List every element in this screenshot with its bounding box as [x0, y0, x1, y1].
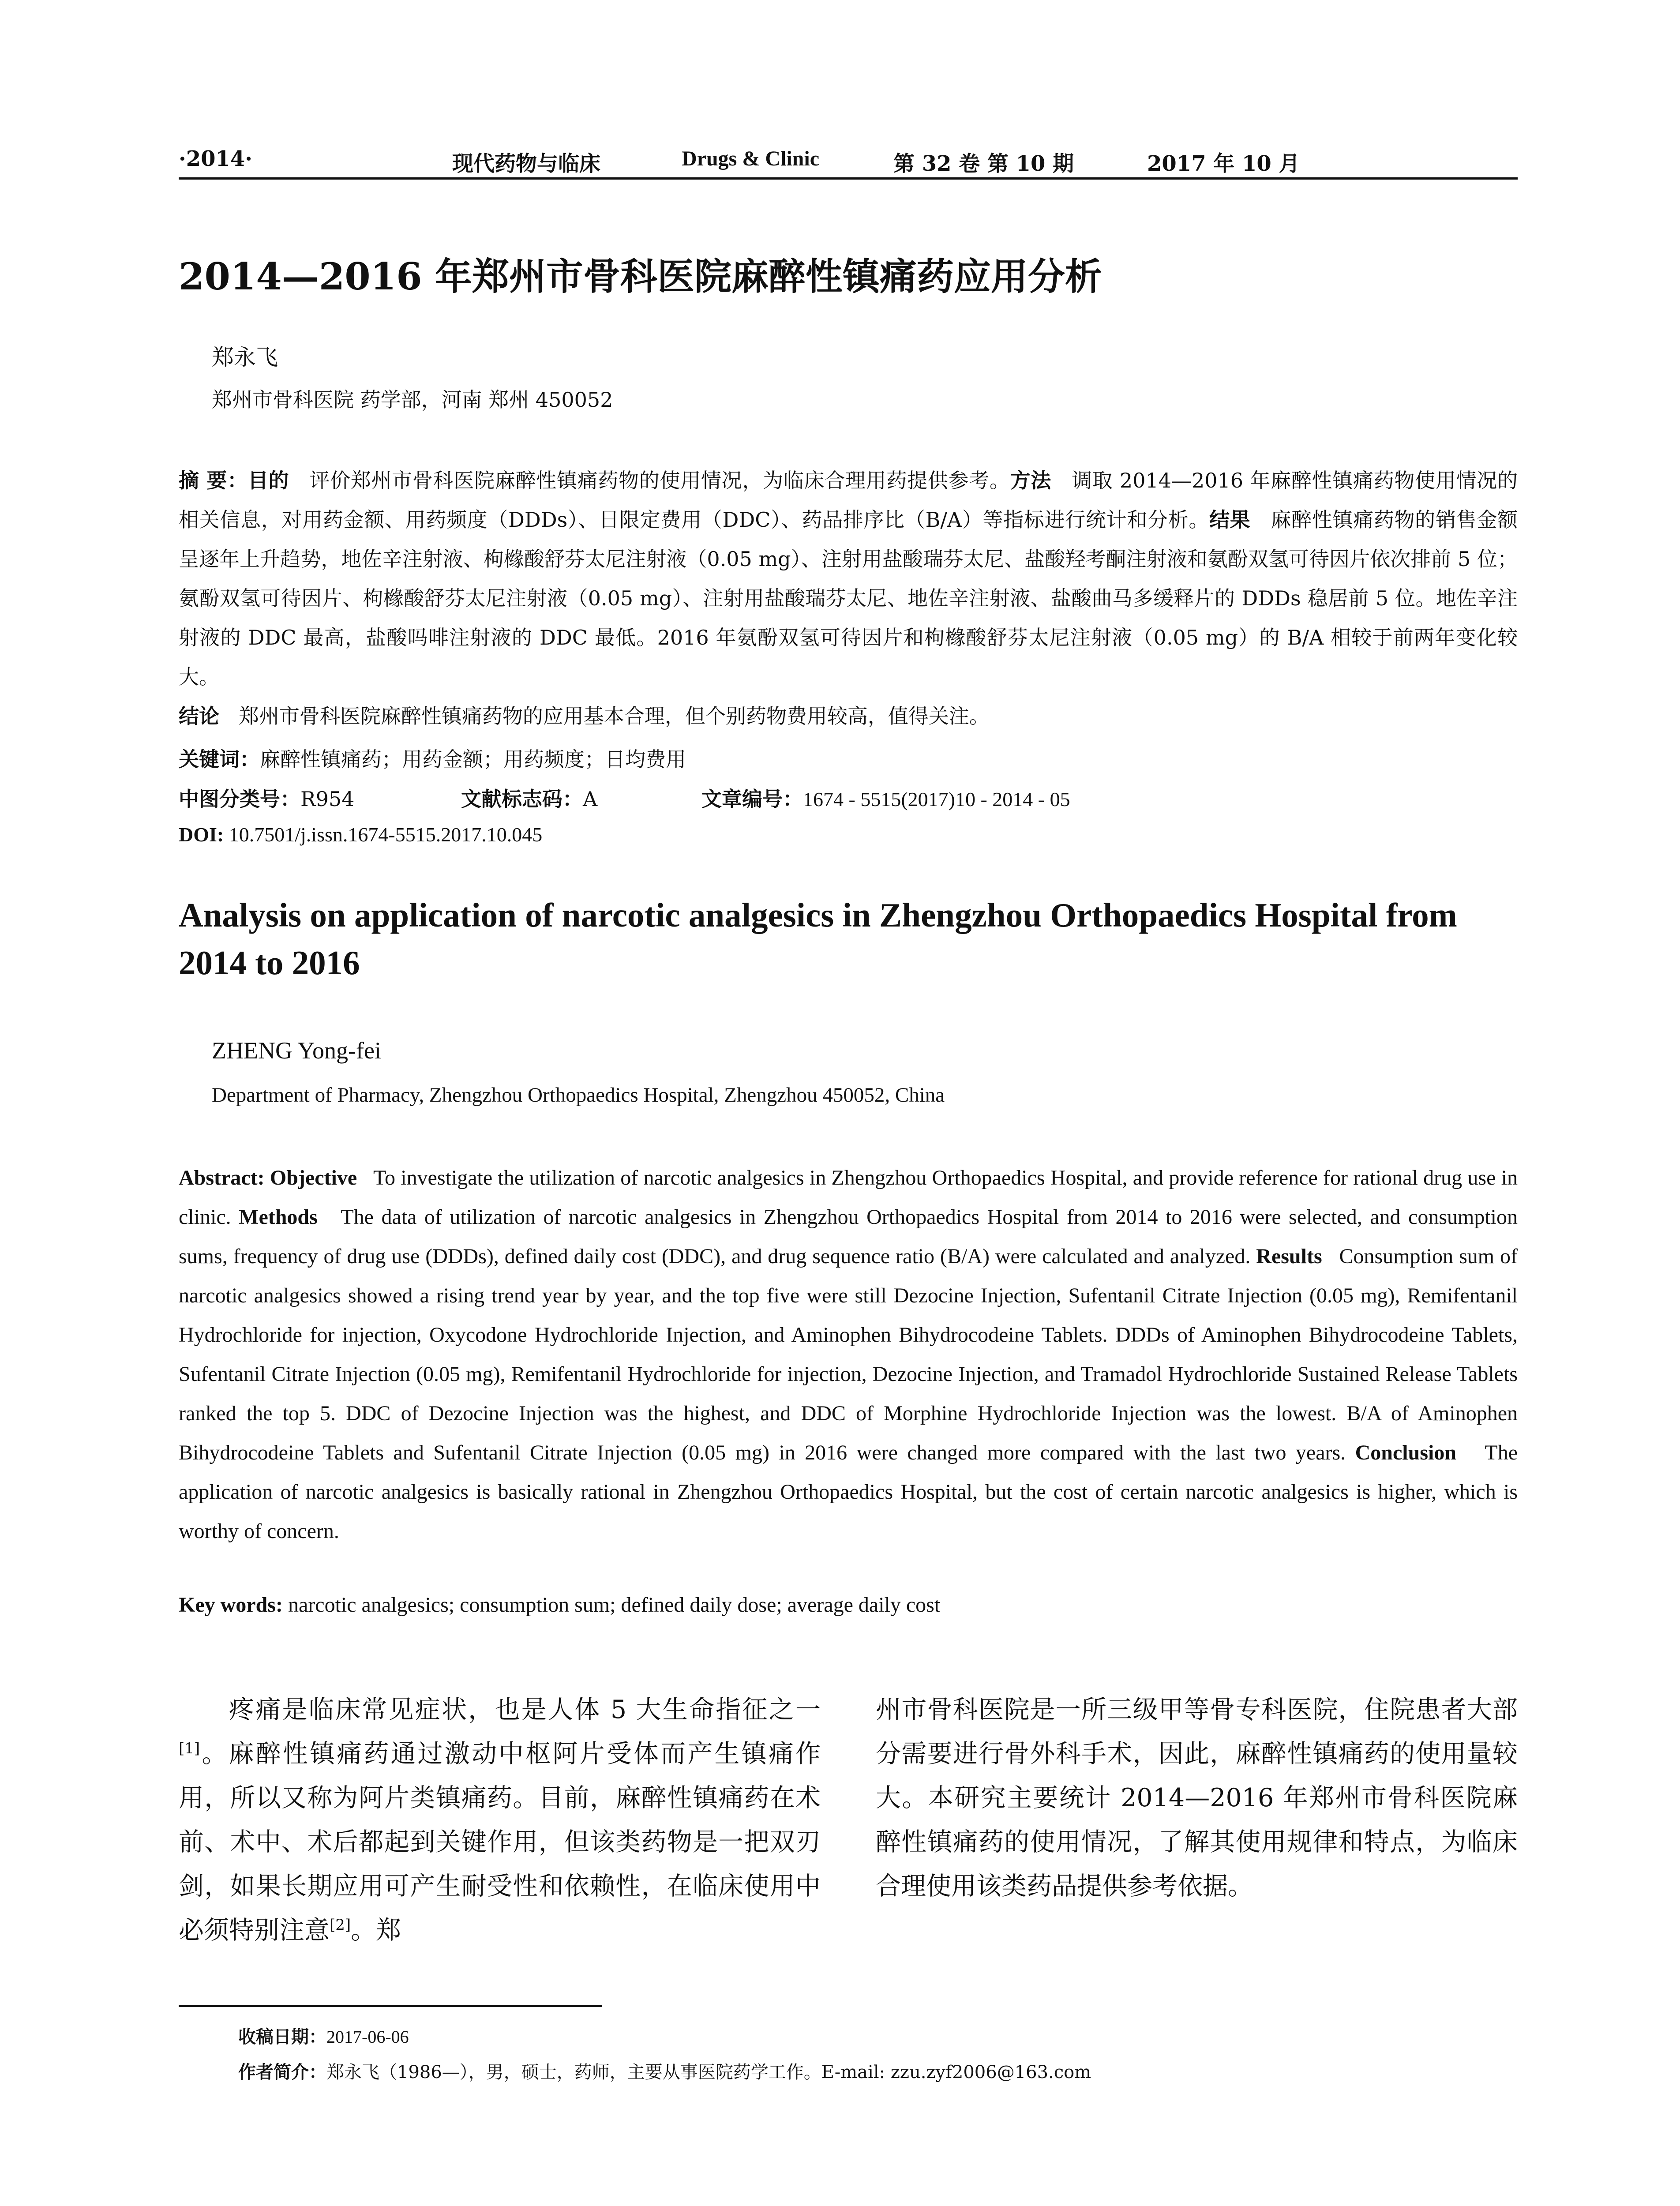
keywords-en-label: Key words:: [179, 1593, 283, 1617]
author-bio-value: 郑永飞（1986—），男，硕士，药师，主要从事医院药学工作。E-mail: zzu.zyf2006@163.com: [326, 2062, 1091, 2082]
affiliation-en: Department of Pharmacy, Zhengzhou Orthopaedics Hospital, Zhengzhou 450052, China: [212, 1084, 945, 1107]
paper-title-en: Analysis on application of narcotic analgesics in Zhengzhou Orthopaedics Hospital from 2014 to 2016: [179, 896, 1457, 982]
keywords-en: [179, 1593, 940, 1617]
author-name-zh: 郑永飞: [212, 345, 278, 370]
doc-code-value: A: [583, 787, 598, 811]
methods-label-en: Methods: [239, 1205, 318, 1229]
author-bio-label: 作者简介：: [238, 2062, 326, 2082]
body-text: 。郑: [351, 1916, 401, 1945]
results-label-en: Results: [1256, 1245, 1322, 1268]
objective-text-en: To investigate the utilization of narcotic analgesics in Zhengzhou Orthopaedics Hospital, and provide reference for rational drug use in clinic.: [179, 1166, 1518, 1229]
objective-label-en: Objective: [270, 1166, 357, 1189]
received-value: 2017-06-06: [326, 2027, 409, 2047]
methods-text-zh: 调取 2014—2016 年麻醉性镇痛药物使用情况的相关信息，对用药金额、用药频度（DDDs）、日限定费用（DDC）、药品排序比（B/A）等指标进行统计和分析。: [179, 469, 1518, 532]
article-number-value: 1674 - 5515(2017)10 - 2014 - 05: [803, 788, 1070, 810]
header-rule: [179, 177, 1518, 180]
author-name-en: ZHENG Yong-fei: [212, 1037, 381, 1064]
paper-title-zh: 2014—2016 年郑州市骨科医院麻醉性镇痛药应用分析: [179, 255, 1102, 298]
doi-line: [179, 823, 542, 846]
keywords-en-value: narcotic analgesics; consumption sum; defined daily dose; average daily cost: [288, 1593, 941, 1617]
methods-text-en: The data of utilization of narcotic analgesics in Zhengzhou Orthopaedics Hospital from 2014 to 2016 were selected, and consumption sums, frequency of drug use (DDDs), defined daily cost (DDC), and drug sequence ratio (B/A) were calculated and analyzed.: [179, 1205, 1518, 1268]
footnote-author-bio: [238, 2058, 1091, 2083]
document-code: [461, 783, 597, 812]
abstract-en-label: Abstract:: [179, 1166, 265, 1189]
doc-code-label: 文献标志码：: [461, 787, 583, 811]
body-text: 州市骨科医院是一所三级甲等骨专科医院，住院患者大部分需要进行骨外科手术，因此，麻醉性镇痛药的使用量较大。本研究主要统计 2014—2016 年郑州市骨科医院麻醉性镇痛药的使用情况，了解其使用规律和特点，为临床合理使用该类药品提供参考依据。: [876, 1695, 1518, 1901]
conclusion-label-en: Conclusion: [1355, 1441, 1457, 1464]
conclusion-label-zh: 结论: [179, 704, 219, 728]
volume-issue: 第 32 卷 第 10 期: [893, 151, 1074, 176]
results-text-en: Consumption sum of narcotic analgesics showed a rising trend year by year, and the top five were still Dezocine Injection, Sufentanil Citrate Injection (0.05 mg), Remifentanil Hydrochloride for injection, Oxycodone Hydrochloride Injection, and Aminophen Bihydrocodeine Tablets. DDDs of Aminophen Bihydrocodeine Tablets, Sufentanil Citrate Injection (0.05 mg), Remifentanil Hydrochloride for injection, Dezocine Injection, and Tramadol Hydrochloride Sustained Release Tablets ranked the top 5. DDC of Dezocine Injection was the highest, and DDC of Morphine Hydrochloride Injection was the lowest. B/A of Aminophen Bihydrocodeine Tablets and Sufentanil Citrate Injection (0.05 mg) in 2016 were changed more compared with the last two years.: [179, 1245, 1518, 1464]
keywords-zh: [179, 743, 686, 773]
objective-label-zh: 目的: [248, 469, 289, 492]
clc-label: 中图分类号：: [179, 787, 300, 811]
journal-name-en: Drugs & Clinic: [682, 147, 819, 170]
abstract-zh: [179, 461, 1518, 736]
received-label: 收稿日期：: [238, 2027, 326, 2047]
citation-ref: [1]: [179, 1740, 200, 1757]
footnote-received-date: [238, 2023, 409, 2048]
body-column-right: [876, 1688, 1518, 1908]
body-text: 疼痛是临床常见症状，也是人体 5 大生命指征之一: [229, 1695, 821, 1724]
conclusion-text-zh: 郑州市骨科医院麻醉性镇痛药物的应用基本合理，但个别药物费用较高，值得关注。: [238, 704, 990, 728]
doi-label: DOI:: [179, 823, 224, 846]
body-text: 。麻醉性镇痛药通过激动中枢阿片受体而产生镇痛作用，所以又称为阿片类镇痛药。目前，麻醉性镇痛药在术前、术中、术后都起到关键作用，但该类药物是一把双刃剑，如果长期应用可产生耐受性和依赖性，在临床使用中必须特别注意: [179, 1739, 821, 1945]
page-marker: ·2014·: [179, 146, 253, 171]
clc-value: R954: [300, 787, 355, 811]
journal-name-zh: 现代药物与临床: [452, 151, 601, 176]
conclusion-text-en: The application of narcotic analgesics is basically rational in Zhengzhou Orthopaedics Hospital, but the cost of certain narcotic analgesics is higher, which is worthy of concern.: [179, 1441, 1518, 1543]
objective-text-zh: 评价郑州市骨科医院麻醉性镇痛药物的使用情况，为临床合理用药提供参考。: [309, 469, 1010, 492]
body-column-left: [179, 1688, 821, 1952]
keywords-zh-value: 麻醉性镇痛药；用药金额；用药频度；日均费用: [260, 747, 686, 771]
abstract-en: [179, 1158, 1518, 1551]
classification-line: [179, 783, 1518, 810]
results-text-zh: 麻醉性镇痛药物的销售金额呈逐年上升趋势，地佐辛注射液、枸橼酸舒芬太尼注射液（0.05 mg）、注射用盐酸瑞芬太尼、盐酸羟考酮注射液和氨酚双氢可待因片依次排前 5 位；氨酚双氢可待因片、枸橼酸舒芬太尼注射液（0.05 mg）、注射用盐酸瑞芬太尼、地佐辛注射液、盐酸曲马多缓释片的 DDDs 稳居前 5 位。地佐辛注射液的 DDC 最高，盐酸吗啡注射液的 DDC 最低。2016 年氨酚双氢可待因片和枸橼酸舒芬太尼注射液（0.05 mg）的 B/A 相较于前两年变化较大。: [179, 508, 1518, 689]
footnote-rule: [179, 2005, 602, 2007]
article-number: [701, 783, 1070, 812]
running-header: [179, 142, 1518, 177]
results-label-zh: 结果: [1209, 508, 1251, 532]
abstract-zh-label: 摘 要：: [179, 469, 248, 492]
keywords-zh-label: 关键词：: [179, 747, 260, 771]
methods-label-zh: 方法: [1010, 469, 1052, 492]
doi-value: 10.7501/j.issn.1674-5515.2017.10.045: [229, 823, 543, 846]
article-number-label: 文章编号：: [701, 787, 803, 811]
clc-number: [179, 783, 354, 812]
citation-ref: [2]: [330, 1916, 351, 1934]
affiliation-zh: 郑州市骨科医院 药学部，河南 郑州 450052: [212, 388, 613, 412]
issue-date: 2017 年 10 月: [1147, 151, 1300, 176]
